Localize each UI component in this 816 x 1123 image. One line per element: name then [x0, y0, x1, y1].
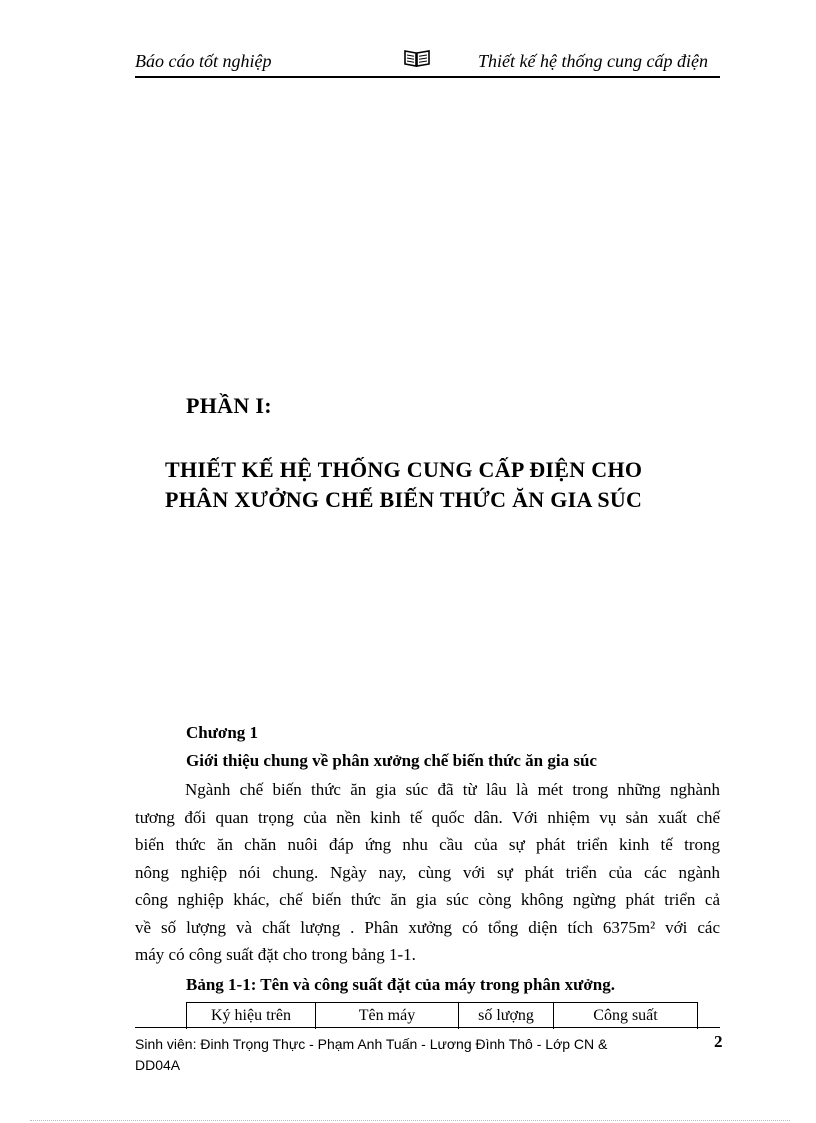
paragraph-line: Ngành chế biến thức ăn gia súc đã từ lâu là mét trong những nghành [185, 780, 720, 799]
intro-paragraph [135, 776, 720, 969]
footer-divider [135, 1027, 720, 1028]
main-title [165, 455, 745, 515]
paragraph-line: tương đối quan trọng của nền kinh tế quốc dân. Với nhiệm vụ sản xuất chế [135, 807, 720, 827]
header-right-text: Thiết kế hệ thống cung cấp điện [478, 51, 708, 71]
table-caption: Bảng 1-1: Tên và công suất đặt của máy trong phân xưởng. [186, 975, 615, 994]
paragraph-line: biến thức ăn chăn nuôi đáp ứng nhu cầu của sự phát triển kinh tế trong [135, 835, 720, 854]
paragraph-line: công nghiệp khác, chế biến thức ăn gia súc còng không ngừng phát triển cả [135, 890, 720, 909]
header-left-text: Báo cáo tốt nghiệp [135, 51, 272, 71]
main-title-line-2: PHÂN XƯỞNG CHẾ BIẾN THỨC ĂN GIA SÚC [165, 487, 643, 512]
page-bottom-border [30, 1120, 790, 1121]
table-header-cell: Công suất [593, 1007, 658, 1024]
part-title: PHẦN I: [186, 393, 272, 418]
chapter-title: Giới thiệu chung về phân xưởng chế biến thức ăn gia súc [186, 751, 597, 770]
machine-table [186, 1002, 698, 1029]
main-title-line-1: THIẾT KẾ HỆ THỐNG CUNG CẤP ĐIỆN CHO [165, 457, 643, 482]
paragraph-line: máy có công suất đặt cho trong bảng 1-1. [135, 945, 416, 964]
paragraph-line: nông nghiệp nói chung. Ngày nay, cùng với sự phát triển của các ngành [135, 862, 720, 882]
book-icon [403, 48, 431, 68]
chapter-number: Chương 1 [186, 723, 259, 742]
paragraph-line: về số lượng và chất lượng . Phân xưởng có tổng diện tích 6375m² với các [135, 917, 720, 937]
page-header [135, 48, 720, 78]
table-header-cell: Tên máy [316, 1003, 459, 1029]
table-header-cell: Ký hiệu trên [187, 1003, 316, 1029]
page-number: 2 [714, 1032, 723, 1051]
footer-text: Sinh viên: Đinh Trọng Thực - Phạm Anh Tuấn - Lương Đình Thô - Lớp CN & DD04A [135, 1036, 608, 1073]
table-header-cell: số lượng [459, 1003, 554, 1029]
